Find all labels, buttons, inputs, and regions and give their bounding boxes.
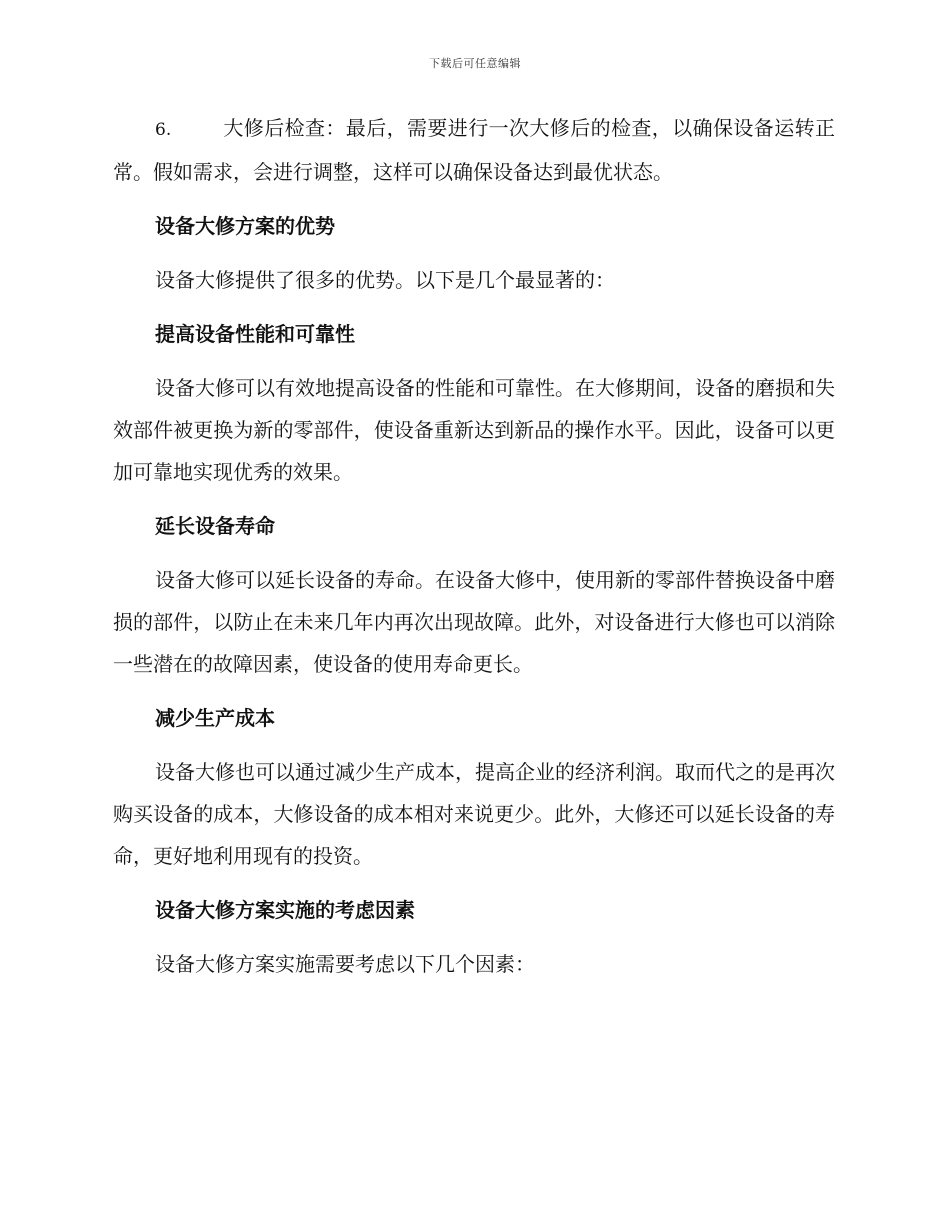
page-header: 下载后可任意编辑	[429, 57, 521, 70]
paragraph-lifespan: 设备大修可以延长设备的寿命。在设备大修中，使用新的零部件替换设备中磨损的部件，以防止在未来几年内再次出现故障。此外，对设备进行大修也可以消除一些潜在的故障因素，使设备的使用寿命更长。	[113, 568, 835, 676]
list-item-number: 6.	[155, 120, 172, 140]
document-body	[113, 107, 835, 997]
section-heading-advantages: 设备大修方案的优势	[155, 214, 335, 238]
paragraph-cost: 设备大修也可以通过减少生产成本，提高企业的经济利润。取而代之的是再次购买设备的成本，大修设备的成本相对来说更少。此外，大修还可以延长设备的寿命，更好地利用现有的投资。	[113, 760, 835, 868]
paragraph-performance: 设备大修可以有效地提高设备的性能和可靠性。在大修期间，设备的磨损和失效部件被更换为新的零部件，使设备重新达到新品的操作水平。因此，设备可以更加可靠地实现优秀的效果。	[113, 376, 835, 484]
list-item-text: 大修后检查：最后，需要进行一次大修后的检查，以确保设备运转正常。假如需求，会进行调整，这样可以确保设备达到最优状态。	[113, 116, 835, 184]
section-heading-cost: 减少生产成本	[155, 706, 275, 730]
paragraph-advantages-intro: 设备大修提供了很多的优势。以下是几个最显著的：	[155, 268, 615, 292]
paragraph-considerations: 设备大修方案实施需要考虑以下几个因素：	[155, 952, 535, 976]
section-heading-considerations: 设备大修方案实施的考虑因素	[155, 898, 415, 922]
list-item-6	[113, 107, 835, 193]
section-heading-lifespan: 延长设备寿命	[155, 514, 275, 538]
section-heading-performance: 提高设备性能和可靠性	[155, 322, 355, 346]
